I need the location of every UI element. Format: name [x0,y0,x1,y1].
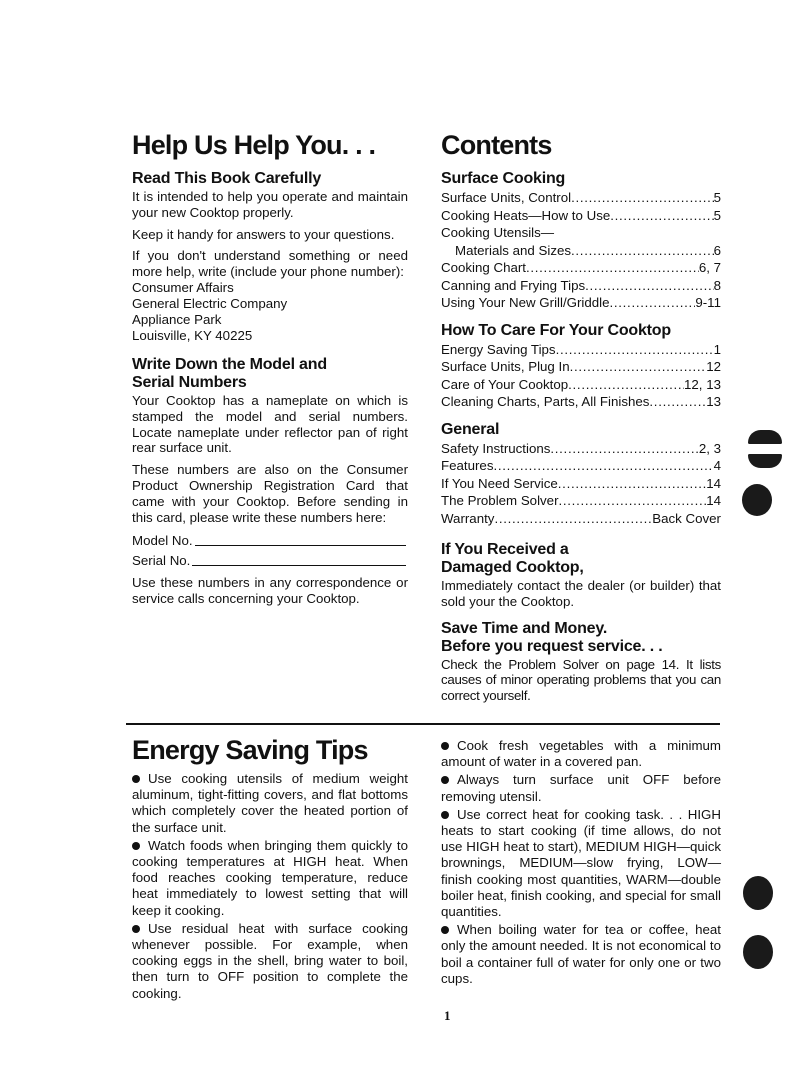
energy-tip: Use residual heat with surface cooking whenever possible. For example, when cooking eggs in the shell, bring water to boil, then turn to OFF position to complete the cooking. [132,920,408,1001]
bullet-icon [132,775,140,783]
write-model-heading-line1: Write Down the Model and [132,355,327,373]
intro-paragraph: It is intended to help you operate and maintain your new Cooktop properly. [132,189,408,220]
damaged-heading-line2: Damaged Cooktop, [441,559,584,576]
nameplate-paragraph: Your Cooktop has a nameplate on which is stamped the model and serial numbers. Locate nameplate under reflector pan of right rear surface unit. [132,392,408,456]
energy-tip: When boiling water for tea or coffee, heat only the amount needed. It is not economical to boil a container full of water for only one or two cups. [441,922,721,986]
page-number: 1 [444,1008,451,1023]
problem-solver-paragraph: Check the Problem Solver on page 14. It lists causes of minor operating problems that you can correct yourself. [441,656,721,704]
use-numbers-paragraph: Use these numbers in any correspondence or service calls concerning your Cooktop. [132,575,408,607]
damaged-heading-line1: If You Received a [441,541,569,558]
energy-tips-left [132,733,408,1004]
bullet-icon [132,925,140,933]
punch-hole-icon [742,484,772,516]
address-line: General Electric Company [132,295,288,311]
punch-hole-icon [743,935,773,969]
toc-entry[interactable]: Surface Units, Control . . . 5 [441,189,721,207]
toc-entry[interactable]: Surface Units, Plug In . . . 12 [441,358,721,376]
toc-section-heading: Surface Cooking [441,170,566,187]
binder-tab-icon [748,454,782,468]
serial-number-blank [192,565,406,566]
model-number-blank [195,545,406,546]
save-time-heading-line2: Before you request service. . . [441,637,663,655]
toc-entry[interactable]: Energy Saving Tips . . . 1 [441,341,721,359]
address-line: Consumer Affairs [132,279,234,295]
section-divider [126,723,720,725]
energy-tip: Watch foods when bringing them quickly to cooking temperatures at HIGH heat. When food reaches cooking temperature, reduce heat immediately to lowest setting that will keep it cooking. [132,837,408,918]
toc-entry[interactable]: Safety Instructions . . . 2, 3 [441,440,721,458]
read-book-heading: Read This Book Carefully [132,170,322,187]
save-time-heading-line1: Save Time and Money. [441,619,608,637]
bullet-icon [441,926,449,934]
model-number-field [132,531,408,551]
toc-entry[interactable]: Features . . . 4 [441,457,721,475]
address-line: Appliance Park [132,311,222,327]
toc-entry[interactable]: Warranty . . . Back Cover [441,510,721,528]
bullet-icon [441,776,449,784]
toc-entry[interactable]: Cooking Chart . . . 6, 7 [441,259,721,277]
toc-entry[interactable]: Cooking Heats—How to Use . . . 5 [441,207,721,225]
binder-tab-icon [748,430,782,444]
toc-entry[interactable]: Care of Your Cooktop . . . 12, 13 [441,376,721,394]
bullet-icon [441,811,449,819]
model-number-label: Model No. [132,533,193,549]
toc-entry-prefix: Cooking Utensils— [441,225,555,240]
help-us-title: Help Us Help You. . . [132,130,376,160]
toc-entry[interactable]: Using Your New Grill/Griddle . . . 9-11 [441,294,721,312]
energy-tip: Always turn surface unit OFF before removing utensil. [441,772,721,804]
address-line: Louisville, KY 40225 [132,327,253,343]
contents-title: Contents [441,130,552,160]
toc-entry[interactable]: Canning and Frying Tips . . . 8 [441,277,721,295]
bullet-icon [132,842,140,850]
mailing-address [132,280,408,344]
serial-number-label: Serial No. [132,553,191,569]
serial-number-field [132,551,408,571]
toc-entry[interactable]: Cleaning Charts, Parts, All Finishes . . . 13 [441,393,721,411]
toc-section-heading: How To Care For Your Cooktop [441,321,671,339]
energy-tips-right [441,738,721,989]
write-model-heading-line2: Serial Numbers [132,373,247,391]
energy-tip: Cook fresh vegetables with a minimum amount of water in a covered pan. [441,738,721,770]
help-us-section [132,128,408,613]
damaged-paragraph: Immediately contact the dealer (or builder) that sold your the Cooktop. [441,578,721,609]
toc-entry[interactable]: The Problem Solver . . . 14 [441,492,721,510]
toc-section-heading: General [441,420,500,438]
write-help-paragraph: If you don't understand something or need more help, write (include your phone number): [132,248,408,280]
keep-handy-paragraph: Keep it handy for answers to your questions. [132,226,395,242]
registration-card-paragraph: These numbers are also on the Consumer Product Ownership Registration Card that came with your Cooktop. Before sending in this card, please write these numbers here: [132,462,408,525]
energy-tips-title: Energy Saving Tips [132,735,368,765]
energy-tip: Use cooking utensils of medium weight aluminum, tight-fitting covers, and flat bottoms which completely cover the heated portion of the surface unit. [132,771,408,835]
toc-entry[interactable]: Materials and Sizes . . . 6 [441,242,721,260]
toc-entry[interactable]: If You Need Service . . . 14 [441,475,721,493]
energy-tip: Use correct heat for cooking task. . . HIGH heats to start cooking (if time allows, do not use HIGH heat to start), MEDIUM HIGH—quick brownings, MEDIUM—slow frying, LOW—finish cooking most quantities, WARM—double boiler heat, finish cooking, and special for small quantities. [441,806,721,920]
punch-hole-icon [743,876,773,910]
contents-section [441,128,721,710]
bullet-icon [441,742,449,750]
